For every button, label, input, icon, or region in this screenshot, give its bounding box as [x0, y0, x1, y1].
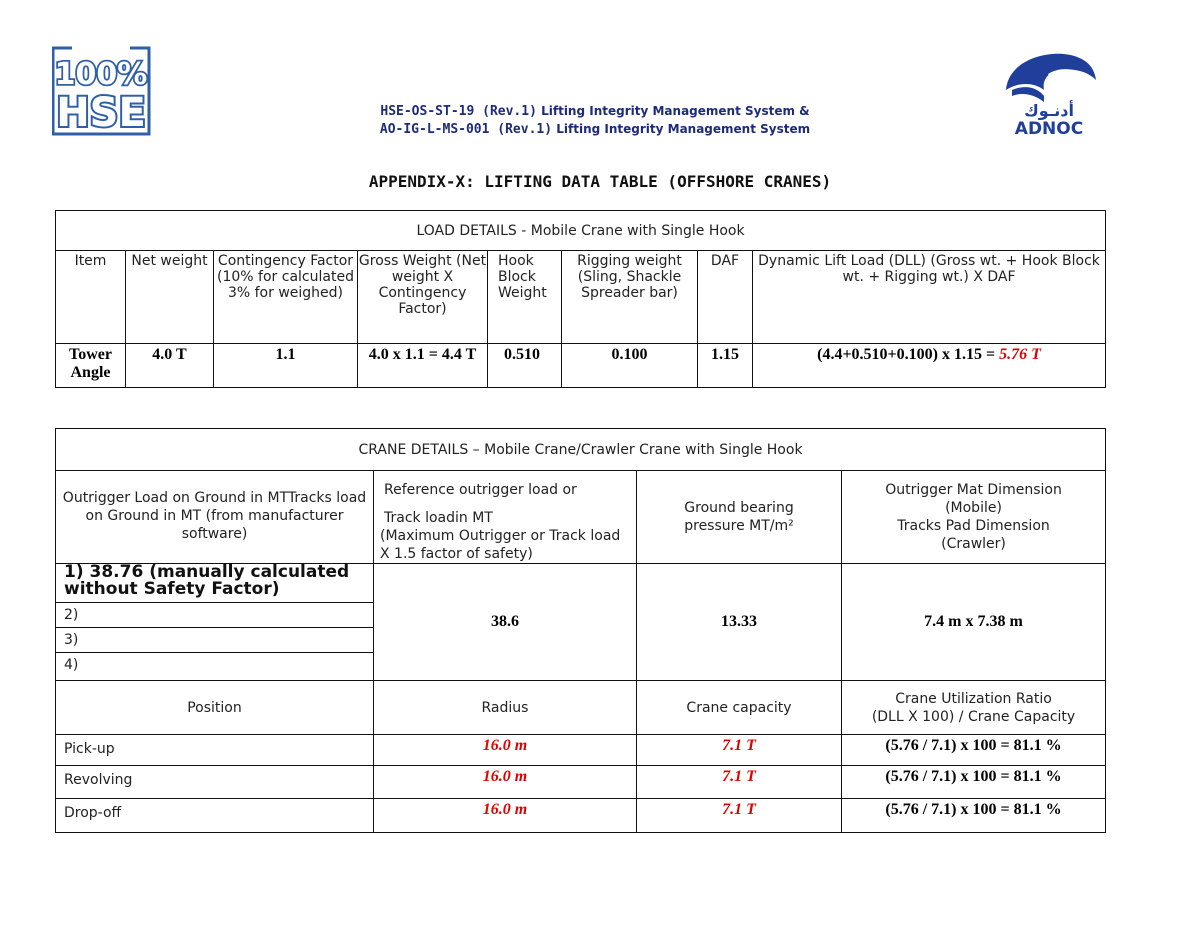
radius-value: 16.0 m: [374, 766, 637, 799]
header-item: Item: [56, 251, 126, 344]
utilization-value: (5.76 / 7.1) x 100 = 81.1 %: [842, 799, 1106, 833]
utilization-line-1: Crane Utilization Ratio: [895, 690, 1052, 707]
row-gross-weight: 4.0 x 1.1 = 4.4 T: [358, 344, 488, 388]
row-contingency: 1.1: [214, 344, 358, 388]
mat-line-1: Outrigger Mat Dimension: [885, 482, 1062, 498]
outrigger-load-3: 3): [56, 627, 373, 652]
header-daf: DAF: [698, 251, 753, 344]
radius-value: 16.0 m: [374, 799, 637, 833]
load-details-table: [55, 210, 1106, 388]
mat-line-3: Tracks Pad Dimension: [897, 518, 1050, 534]
position-label: Drop-off: [56, 799, 374, 833]
adnoc-logo: [998, 50, 1100, 136]
capacity-value: 7.1 T: [637, 735, 842, 766]
dll-formula: (4.4+0.510+0.100) x 1.15 =: [817, 346, 1000, 363]
utilization-value: (5.76 / 7.1) x 100 = 81.1 %: [842, 766, 1106, 799]
table-row: [56, 799, 1106, 833]
crane-details-caption: CRANE DETAILS – Mobile Crane/Crawler Crane with Single Hook: [56, 429, 1106, 471]
reference-line-1: Reference outrigger load or: [384, 482, 577, 498]
reference-text-2: Lifting Integrity Management System: [552, 122, 811, 136]
position-label: Revolving: [56, 766, 374, 799]
outrigger-loads-cell: [56, 564, 374, 681]
header-hook-block-weight: Hook Block Weight: [488, 251, 562, 344]
header-reference-load: [374, 471, 637, 564]
mat-dimension-value: 7.4 m x 7.38 m: [842, 564, 1106, 681]
header-gross-weight: Gross Weight (Net weight X Contingency Factor): [358, 251, 488, 344]
outrigger-load-4: 4): [56, 652, 373, 677]
adnoc-arabic-text: أدنـوك: [1024, 101, 1074, 120]
page-title: APPENDIX-X: LIFTING DATA TABLE (OFFSHORE CRANES): [368, 172, 832, 191]
load-details-caption: LOAD DETAILS - Mobile Crane with Single Hook: [56, 211, 1106, 251]
header-mat-dimension: [842, 471, 1106, 564]
header-rigging-weight: Rigging weight (Sling, Shackle Spreader bar): [562, 251, 698, 344]
reference-line-2: Track loadin MT: [384, 510, 493, 526]
mat-line-2: (Mobile): [945, 500, 1002, 516]
reference-value: 38.6: [374, 564, 637, 681]
hse-logo-top: 100%: [54, 57, 148, 92]
row-item: Tower Angle: [56, 344, 126, 388]
table-row: [56, 735, 1106, 766]
crane-details-table: [55, 428, 1106, 833]
outrigger-load-2: 2): [56, 602, 373, 627]
outrigger-load-1: 1) 38.76 (manually calculated without Safety Factor): [64, 562, 350, 599]
header-radius: Radius: [374, 681, 637, 735]
utilization-value: (5.76 / 7.1) x 100 = 81.1 %: [842, 735, 1106, 766]
reference-code-1: HSE-OS-ST-19 (Rev.1): [380, 104, 537, 119]
header-net-weight: Net weight: [126, 251, 214, 344]
header-position: Position: [56, 681, 374, 735]
ground-bearing-value: 13.33: [637, 564, 842, 681]
header-contingency-factor: Contingency Factor (10% for calculated 3% for weighed): [214, 251, 358, 344]
hse-100-logo: [52, 46, 152, 136]
reference-code-2: AO-IG-L-MS-001 (Rev.1): [379, 122, 553, 137]
reference-text-1: Lifting Integrity Management System &: [536, 104, 810, 118]
adnoc-logo-text: ADNOC: [1014, 119, 1084, 136]
row-dll: [753, 344, 1106, 388]
position-label: Pick-up: [56, 735, 374, 766]
radius-value: 16.0 m: [374, 735, 637, 766]
header-utilization: [842, 681, 1106, 735]
row-hook-block: 0.510: [488, 344, 562, 388]
capacity-value: 7.1 T: [637, 766, 842, 799]
header-outrigger-load: Outrigger Load on Ground in MTTracks load on Ground in MT (from manufacturer software): [56, 471, 374, 564]
header-ground-bearing: Ground bearing pressure MT/m²: [637, 471, 842, 564]
header-crane-capacity: Crane capacity: [637, 681, 842, 735]
mat-line-4: (Crawler): [941, 536, 1006, 552]
utilization-line-2: (DLL X 100) / Crane Capacity: [871, 708, 1076, 725]
header-dll: Dynamic Lift Load (DLL) (Gross wt. + Hook Block wt. + Rigging wt.) X DAF: [753, 251, 1106, 344]
row-daf: 1.15: [698, 344, 753, 388]
hse-logo-bottom: HSE: [56, 90, 146, 136]
capacity-value: 7.1 T: [637, 799, 842, 833]
document-reference-line-1: [340, 104, 850, 119]
reference-line-3: (Maximum Outrigger or Track load X 1.5 factor of safety): [380, 528, 621, 562]
row-net-weight: 4.0 T: [126, 344, 214, 388]
dll-result: 5.76 T: [999, 346, 1041, 363]
document-reference-line-2: [340, 122, 850, 137]
row-rigging: 0.100: [562, 344, 698, 388]
table-row: [56, 766, 1106, 799]
